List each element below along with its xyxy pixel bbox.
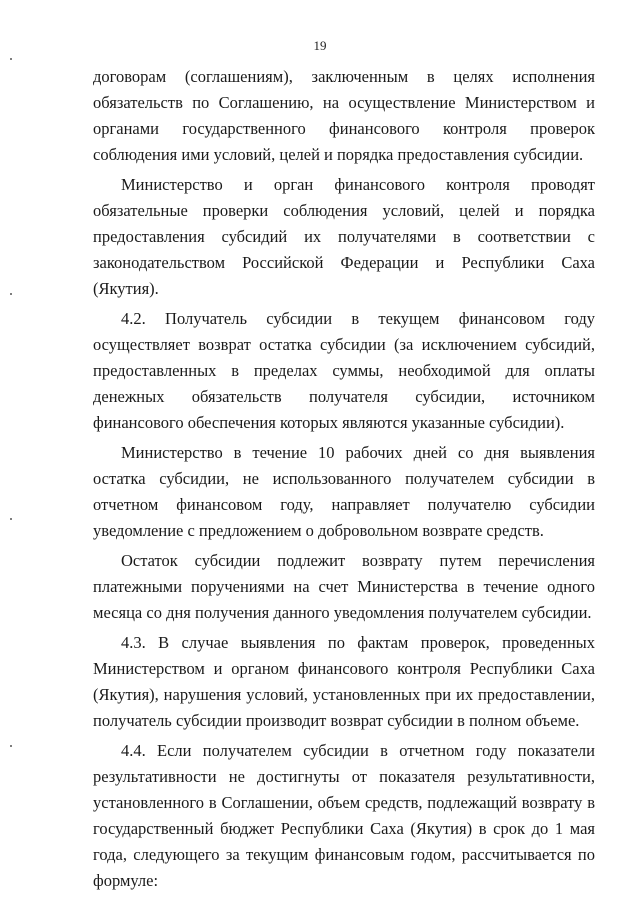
- paragraph-remainder-return: Остаток субсидии подлежит возврату путем перечисления платежными поручениями на счет Министерства в течение одного месяца со дня получения данного уведомления получателем субсидии.: [93, 551, 595, 622]
- paragraph-inspections: Министерство и орган финансового контроля проводят обязательные проверки соблюдения условий, целей и порядка предоставления субсидий их получателями в соответствии с законодательством Российской Федерации и Республики Саха (Якутия).: [93, 175, 595, 298]
- paragraph-4-3: 4.3. В случае выявления по фактам проверок, проведенных Министерством и органом финансового контроля Республики Саха (Якутия), нарушения условий, установленных при их предоставлении, получатель субсидии производит возврат субсидии в полном объеме.: [93, 633, 595, 730]
- page-number: 19: [313, 38, 327, 53]
- scan-mark: [10, 518, 12, 520]
- paragraph-4-2: 4.2. Получатель субсидии в текущем финансовом году осуществляет возврат остатка субсидии (за исключением субсидий, предоставленных в пределах суммы, необходимой для оплаты денежных обязательств получателя субсидии, источником финансового обеспечения которых являются указанные субсидии).: [93, 309, 595, 432]
- scan-mark: [10, 58, 12, 60]
- document-body: [93, 64, 595, 898]
- paragraph-4-4: 4.4. Если получателем субсидии в отчетном году показатели результативности не достигнуты от показателя результативности, установленного в Соглашении, объем средств, подлежащий возврату в государственный бюджет Республики Саха (Якутия) в срок до 1 мая года, следующего за текущим финансовым годом, рассчитывается по формуле:: [93, 741, 595, 890]
- paragraph-continuation: договорам (соглашениям), заключенным в целях исполнения обязательств по Соглашению, на осуществление Министерством и органами государственного финансового контроля проверок соблюдения ими условий, целей и порядка предоставления субсидии.: [93, 67, 595, 164]
- scan-mark: [10, 745, 12, 747]
- paragraph-notification: Министерство в течение 10 рабочих дней со дня выявления остатка субсидии, не использованного получателем субсидии в отчетном финансовом году, направляет получателю субсидии уведомление с предложением о добровольном возврате средств.: [93, 443, 595, 540]
- scan-mark: [10, 293, 12, 295]
